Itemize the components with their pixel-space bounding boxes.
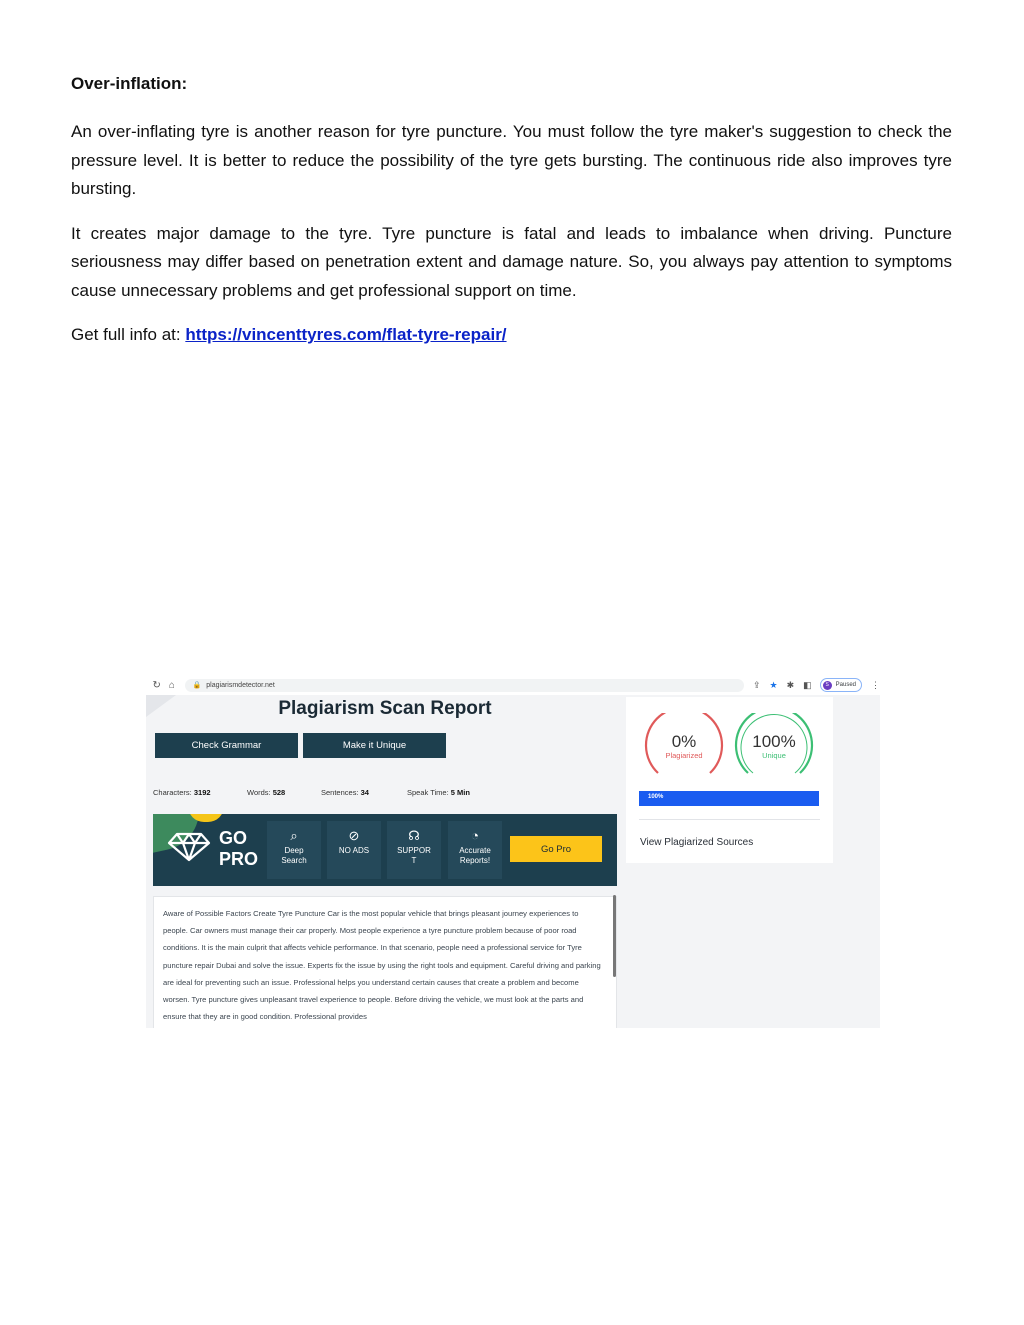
unique-progress-bar: [639, 791, 819, 806]
unique-label: Unique: [762, 751, 786, 760]
scanned-text-box[interactable]: [153, 896, 617, 1028]
address-bar[interactable]: [185, 679, 744, 692]
diamond-icon: [167, 832, 211, 868]
plagiarized-value: 0%: [671, 732, 697, 751]
star-icon[interactable]: ★: [769, 679, 778, 690]
headset-icon: ☊: [408, 828, 420, 843]
report-page: [146, 695, 880, 1028]
profile-button[interactable]: [820, 678, 862, 692]
chart-icon: ◔: [471, 828, 479, 843]
paragraph-1: An over-inflating tyre is another reason for tyre puncture. You must follow the tyre maker's suggestion to check the pressure level. It is better to reduce the possibility of the tyre gets bursting. The continuous ride also improves tyre bursting.: [71, 122, 952, 198]
avatar: S: [823, 681, 832, 690]
unique-value: 100%: [752, 732, 796, 751]
results-card: [626, 697, 833, 863]
view-plagiarized-sources-link[interactable]: View Plagiarized Sources: [640, 837, 754, 848]
source-link[interactable]: https://vincenttyres.com/flat-tyre-repair/: [185, 325, 507, 344]
document-body: [71, 70, 952, 349]
check-grammar-button[interactable]: Check Grammar: [155, 733, 298, 758]
url-text: plagiarismdetector.net: [206, 681, 275, 689]
go-pro-button[interactable]: Go Pro: [510, 836, 602, 862]
link-line: [71, 321, 952, 349]
reload-icon[interactable]: ↻: [152, 679, 161, 691]
profile-status: Paused: [835, 682, 856, 688]
plagiarized-label: Plagiarized: [665, 751, 703, 760]
divider: [639, 819, 820, 820]
lock-icon: 🔒: [192, 682, 202, 689]
paragraph-2: It creates major damage to the tyre. Tyre puncture is fatal and leads to imbalance when driving. Puncture seriousness may differ based on penetration extent and damage nature. So, you always pay attention to symptoms cause unnecessary problems and get professional support on time.: [71, 223, 952, 300]
go-pro-label: GO PRO: [219, 828, 259, 869]
home-icon[interactable]: ⌂: [168, 679, 175, 691]
unique-gauge: [734, 713, 814, 777]
feature-no-ads: ⊘ NO ADS: [327, 821, 381, 879]
stat-words: Words: 528: [247, 788, 286, 797]
embedded-screenshot: [146, 675, 880, 1028]
browser-toolbar: [146, 675, 880, 695]
page-title: Plagiarism Scan Report: [278, 698, 492, 719]
link-prefix: Get full info at:: [71, 325, 186, 344]
share-icon[interactable]: ⇪: [752, 679, 761, 690]
no-ads-icon: ⊘: [348, 828, 360, 843]
feature-accurate-reports: ◔ Accurate Reports!: [448, 821, 502, 879]
stat-characters: Characters: 3192: [153, 788, 211, 797]
make-unique-button[interactable]: Make it Unique: [303, 733, 446, 758]
search-icon: ⌕: [290, 828, 298, 843]
progress-fill: [639, 791, 819, 806]
sidepanel-icon[interactable]: ◧: [803, 679, 812, 690]
feature-deep-search: ⌕ Deep Search: [267, 821, 321, 879]
section-heading: Over-inflation:: [71, 74, 188, 93]
feature-support: ☊ SUPPOR T: [387, 821, 441, 879]
stat-sentences: Sentences: 34: [321, 788, 369, 797]
scrollbar[interactable]: [613, 895, 616, 977]
scanned-text: Aware of Possible Factors Create Tyre Puncture Car is the most popular vehicle that brings pleasant journey experiences to people. Car owners must manage their car properly. Most people experience a tyre puncture problem because of poor road conditions. It is the main culprit that affects vehicle performance. In that scenario, people need a professional service for Tyre puncture repair Dubai and solve the issue. Experts fix the issue by using the right tools and equipment. Careful driving and parking are ideal for preventing such an issue. Professional helps you understand certain causes that create a problem and become worsen. Tyre puncture gives unpleasant travel experience to people. Before driving the vehicle, we must look at the parts and ensure that they are in good condition. Professional provides: [163, 909, 601, 1022]
extensions-icon[interactable]: ✱: [786, 679, 795, 690]
go-pro-banner: [153, 814, 617, 886]
menu-icon[interactable]: ⋮: [871, 679, 880, 690]
stat-speak-time: Speak Time: 5 Min: [407, 788, 470, 797]
progress-text: 100%: [648, 794, 664, 800]
plagiarized-gauge: [644, 713, 724, 777]
